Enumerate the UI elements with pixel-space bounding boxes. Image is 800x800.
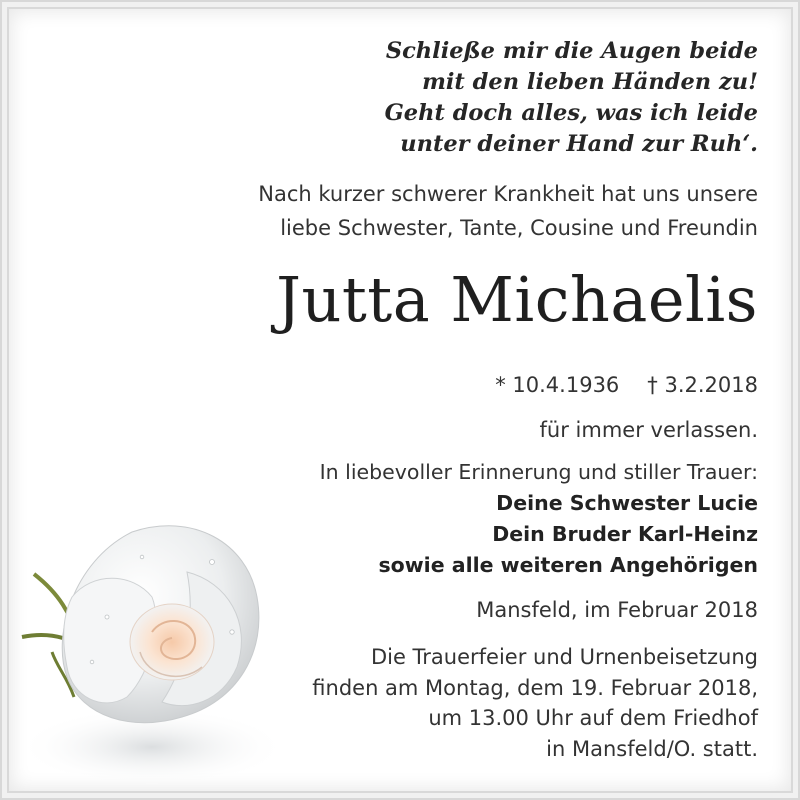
intro-text xyxy=(258,177,758,245)
mourner: Deine Schwester Lucie xyxy=(496,491,758,515)
white-rose-image xyxy=(12,502,292,792)
left-text: für immer verlassen. xyxy=(539,418,758,442)
mourning-intro: In liebevoller Erinnerung und stiller Trauer: xyxy=(319,460,758,484)
intro-line: Nach kurzer schwerer Krankheit hat uns unsere xyxy=(258,182,758,206)
poem-line: Geht doch alles, was ich leide xyxy=(384,100,758,126)
poem-line: mit den lieben Händen zu! xyxy=(422,69,758,95)
death-date: † 3.2.2018 xyxy=(647,373,758,397)
poem-line: Schließe mir die Augen beide xyxy=(385,38,758,64)
funeral-line: in Mansfeld/O. statt. xyxy=(546,736,758,761)
mourner: sowie alle weiteren Angehörigen xyxy=(378,553,758,577)
mourners-block xyxy=(320,457,758,581)
mourner: Dein Bruder Karl-Heinz xyxy=(492,522,758,546)
funeral-line: Die Trauerfeier und Urnenbeisetzung xyxy=(370,645,758,669)
funeral-line: um 13.00 Uhr auf dem Friedhof xyxy=(428,706,758,730)
funeral-info xyxy=(312,642,758,764)
intro-line: liebe Schwester, Tante, Cousine und Freundin xyxy=(280,216,758,240)
life-dates xyxy=(495,370,758,400)
poem xyxy=(385,36,758,160)
funeral-line: finden am Montag, dem 19. Februar 2018, xyxy=(312,675,758,700)
birth-date: * 10.4.1936 xyxy=(495,373,620,397)
poem-line: unter deiner Hand zur Ruh‘. xyxy=(400,131,758,157)
deceased-name: Jutta Michaelis xyxy=(276,263,758,336)
place-date: Mansfeld, im Februar 2018 xyxy=(476,598,758,622)
